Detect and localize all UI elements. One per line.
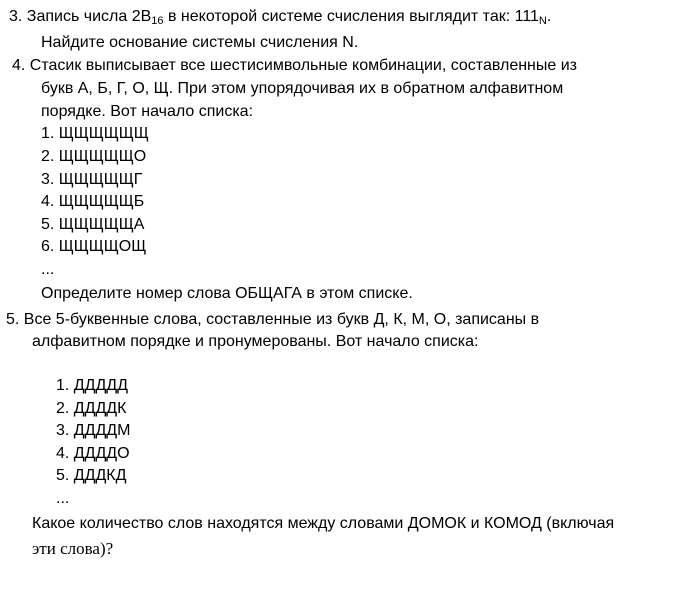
- task3-base-subscript: 16: [151, 15, 164, 27]
- list-item: 5. ДДДКД: [56, 467, 127, 484]
- task5-question-line1: Какое количество слов находятся между словами ДОМОК и КОМОД (включая: [32, 515, 615, 532]
- list-item: 2. ДДДДК: [56, 400, 127, 417]
- list-item: 6. ЩЩЩЩОЩ: [41, 238, 147, 255]
- list-item: 1. ЩЩЩЩЩЩ: [41, 125, 149, 142]
- list-item: 3. ЩЩЩЩЩГ: [41, 171, 143, 188]
- list-item: 1. ДДДДД: [56, 377, 128, 394]
- task5-ellipsis: ...: [56, 490, 70, 507]
- task5-line2: алфавитном порядке и пронумерованы. Вот начало списка:: [32, 333, 479, 350]
- task3-line1: [9, 7, 551, 28]
- list-item: 5. ЩЩЩЩЩА: [41, 216, 145, 233]
- task3-line1-b: в некоторой системе счисления выглядит так: 111: [163, 8, 539, 25]
- task4-question: Определите номер слова ОБЩАГА в этом списке.: [41, 285, 413, 302]
- task5-question-line2: эти слова)?: [32, 539, 114, 558]
- list-item: 4. ЩЩЩЩЩБ: [41, 193, 145, 210]
- list-item: 4. ДДДДО: [56, 445, 130, 462]
- task3-line1-c: .: [546, 8, 552, 25]
- task5-line1: 5. Все 5-буквенные слова, составленные из букв Д, К, М, О, записаны в: [6, 311, 540, 328]
- task4-line1: 4. Стасик выписывает все шестисимвольные комбинации, составленные из: [12, 57, 577, 74]
- task3-n-subscript: N: [538, 15, 547, 27]
- list-item: 3. ДДДДМ: [56, 422, 131, 439]
- task4-line3: порядке. Вот начало списка:: [41, 103, 254, 120]
- task3-line1-a: 3. Запись числа 2B: [9, 8, 152, 25]
- task3-line2: Найдите основание системы счисления N.: [41, 34, 359, 51]
- task4-ellipsis: ...: [41, 261, 55, 278]
- list-item: 2. ЩЩЩЩЩО: [41, 148, 147, 165]
- task4-line2: букв А, Б, Г, О, Щ. При этом упорядочивая их в обратном алфавитном: [41, 80, 564, 97]
